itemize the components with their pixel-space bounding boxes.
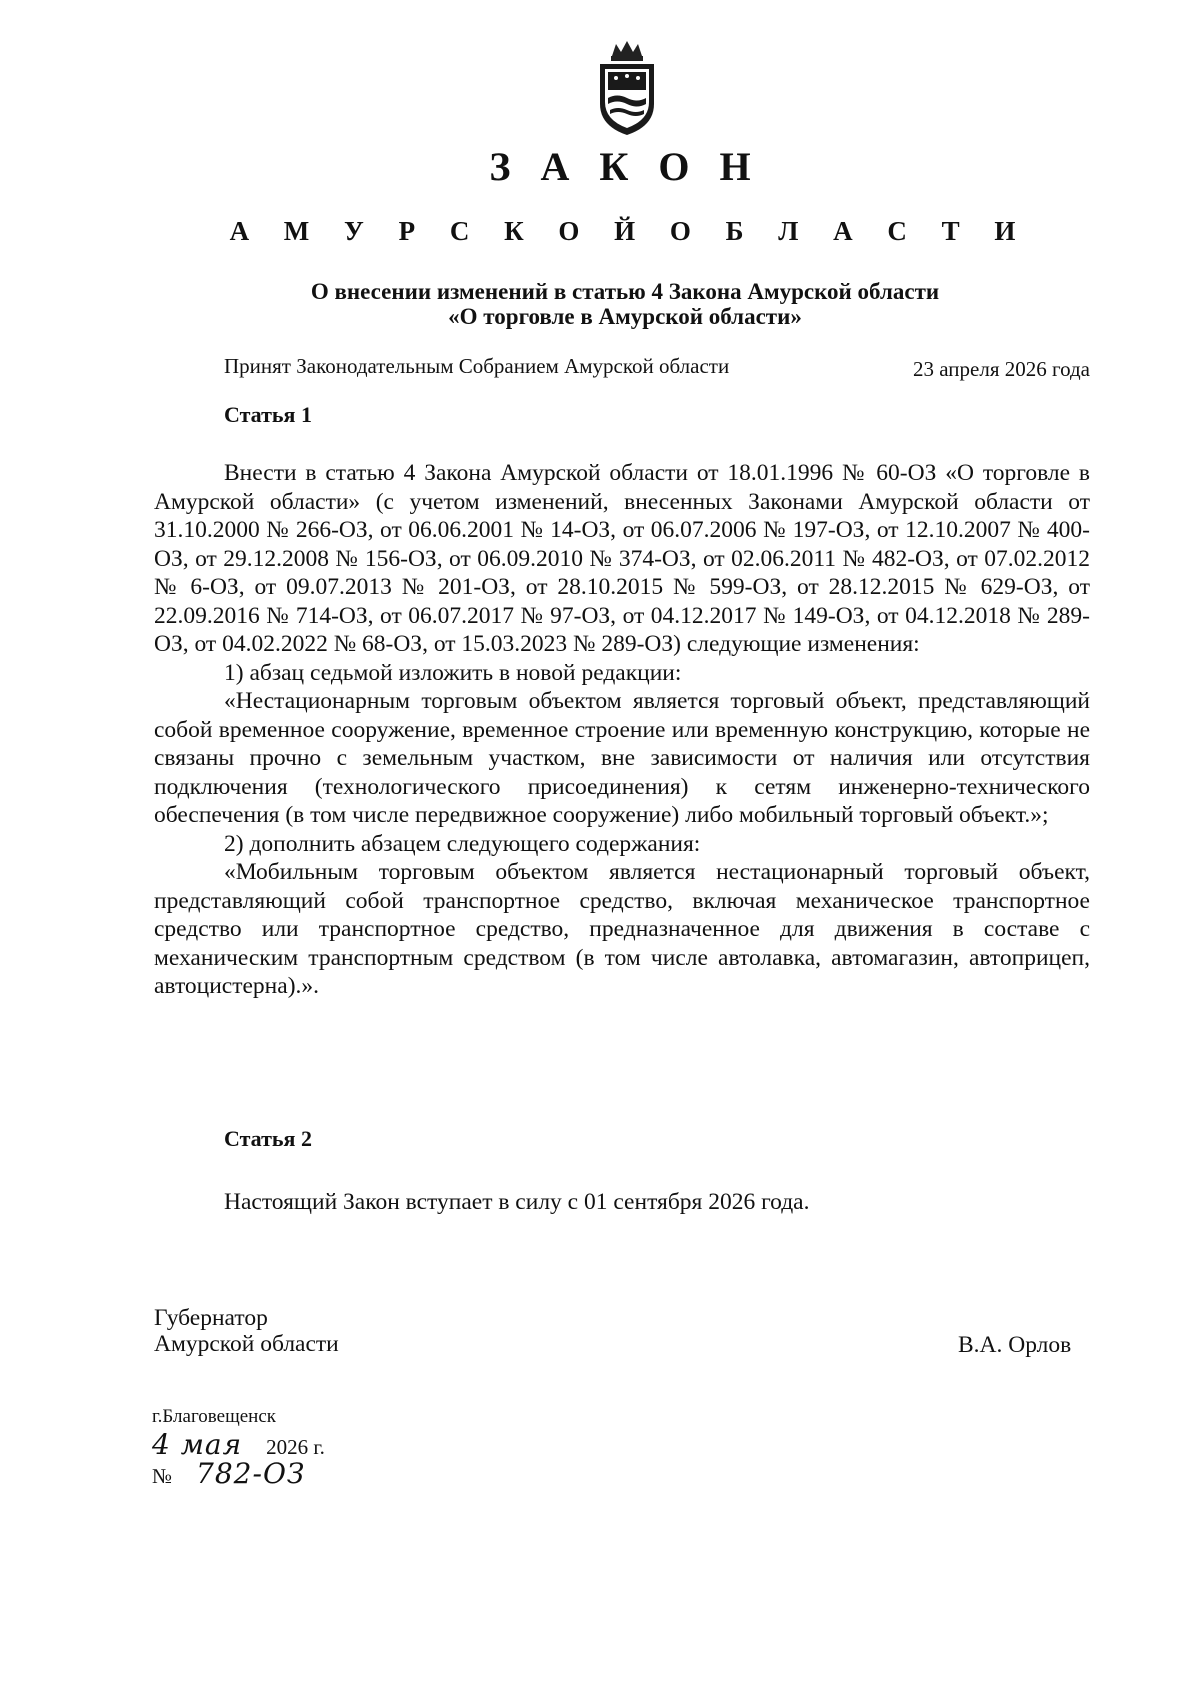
adoption-line [224, 354, 1090, 379]
document-region: А М У Р С К О Й О Б Л А С Т И [229, 216, 1021, 246]
law-number-handwritten: 782-ОЗ [196, 1457, 306, 1490]
article2-heading: Статья 2 [224, 1126, 312, 1151]
article1-heading: Статья 1 [224, 402, 312, 427]
document-subtitle-line2: «О торговле в Амурской области» [448, 304, 802, 329]
article1-item2-text: «Мобильным торговым объектом является нестационарный торговый объект, представляющий собой транспортное средство, включая механическое транспортное средство или транспортное средство, предназначенное для движения в составе с механическим транспортным средством (в том числе автолавка, автомагазин, автоприцеп, автоцистерна).». [154, 859, 1090, 999]
article1-item1-label: 1) абзац седьмой изложить в новой редакции: [224, 659, 682, 686]
signatory-position-line2: Амурской области [154, 1331, 339, 1357]
article1-body [154, 459, 1090, 1001]
article2-body [154, 1188, 1090, 1217]
coat-of-arms-icon [592, 38, 662, 138]
adoption-date: 23 апреля 2026 года [913, 357, 1090, 381]
document-title: З А К О Н [489, 144, 761, 189]
issue-date-handwritten: 4 мая [152, 1428, 243, 1461]
article1-item2-label: 2) дополнить абзацем следующего содержания: [224, 830, 701, 857]
article2-text: Настоящий Закон вступает в силу с 01 сентября 2026 года. [224, 1189, 810, 1215]
law-number [152, 1457, 305, 1490]
adoption-text: Принят Законодательным Собранием Амурской области [224, 354, 730, 378]
law-number-prefix: № [152, 1464, 173, 1488]
issue-city: г.Благовещенск [152, 1406, 276, 1427]
signatory-position [154, 1305, 339, 1357]
article1-intro: Внести в статью 4 Закона Амурской области от 18.01.1996 № 60-ОЗ «О торговле в Амурской области» (с учетом изменений, внесенных Законами Амурской области от 31.10.2000 № 266-ОЗ, от 06.06.2001 № 14-ОЗ, от 06.07.2006 № 197-ОЗ, от 12.10.2007 № 400-ОЗ, от 29.12.2008 № 156-ОЗ, от 06.09.2010 № 374-ОЗ, от 02.06.2011 № 482-ОЗ, от 07.02.2012 № 6-ОЗ, от 09.07.2013 № 201-ОЗ, от 28.10.2015 № 599-ОЗ, от 28.12.2015 № 629-ОЗ, от 22.09.2016 № 714-ОЗ, от 06.07.2017 № 97-ОЗ, от 04.12.2017 № 149-ОЗ, от 04.12.2018 № 289-ОЗ, от 04.02.2022 № 68-ОЗ, от 15.03.2023 № 289-ОЗ) следующие изменения: [154, 460, 1090, 657]
signatory-name: В.А. Орлов [958, 1332, 1072, 1358]
article1-item1-text: «Нестационарным торговым объектом является торговый объект, представляющий собой временное сооружение, временное строение или временную конструкцию, которые не связаны прочно с земельным участком, вне зависимости от наличия или отсутствия подключения (технологического присоединения) к сетям инженерно-технического обеспечения (в том числе передвижное сооружение) либо мобильный торговый объект.»; [154, 688, 1090, 828]
document-subtitle-line1: О внесении изменений в статью 4 Закона Амурской области [310, 279, 940, 304]
signatory-position-line1: Губернатор [154, 1305, 268, 1331]
issue-year: 2026 г. [266, 1435, 325, 1459]
